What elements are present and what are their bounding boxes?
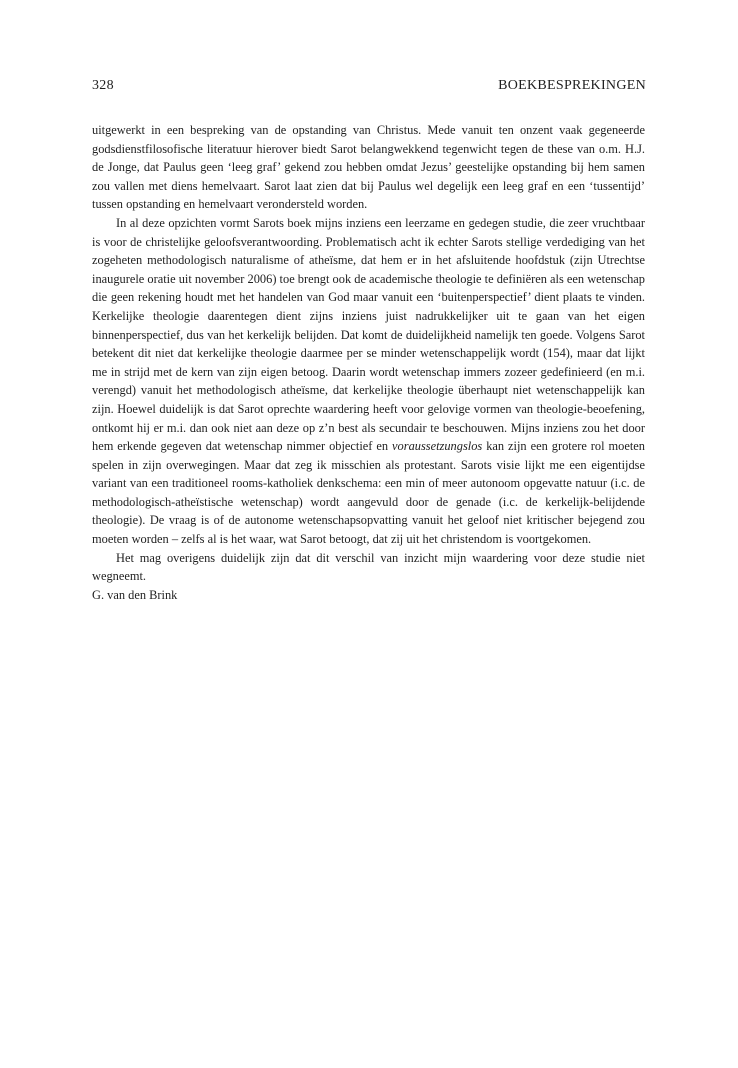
paragraph-1-text: uitgewerkt in een bespreking van de opstanding van Christus. Mede vanuit ten onzent vaak gegeneerde godsdienstfilosofische literatuur hierover biedt Sarot belangwekkend tegenwicht tegen de these van o.m. H.J. de Jonge, dat Paulus geen ‘leeg graf’ gekend zou hebben omdat Jezus’ geestelijke opstanding bij hem samen zou vallen met diens hemelvaart. Sarot laat zien dat bij Paulus wel degelijk een leeg graf en een ‘tussentijd’ tussen opstanding en hemelvaart verondersteld worden.	[92, 123, 645, 212]
section-title: BOEKBESPREKINGEN	[498, 78, 646, 93]
italic-term: voraussetzungslos	[392, 439, 483, 454]
paragraph-2	[92, 214, 645, 549]
article-body	[92, 121, 645, 604]
page-number: 328	[92, 78, 114, 93]
paragraph-2-text-b: kan zijn een grotere rol moeten spelen in zijn overwegingen. Maar dat zeg ik misschien als protestant. Sarots visie lijkt me een eigentijdse variant van een traditioneel rooms-katholiek denkschema: een min of meer autonoom opgevatte natuur (i.c. de methodologisch-atheïstische wetenschap) wordt aangevuld door de genade (i.c. de kerkelijk-belijdende theologie). De vraag is of de autonome wetenschapsopvatting vanuit het geloof niet kritischer bejegend zou moeten worden – zelfs al is het waar, wat Sarot betoogt, dat zij uit het christendom is voortgekomen.	[92, 439, 645, 547]
paragraph-3	[92, 549, 645, 586]
running-header	[92, 78, 646, 94]
paragraph-3-text: Het mag overigens duidelijk zijn dat dit verschil van inzicht mijn waardering voor deze studie niet wegneemt.	[92, 550, 645, 584]
paragraph-2-text-a: In al deze opzichten vormt Sarots boek mijns inziens een leerzame en gedegen studie, die zeer vruchtbaar is voor de christelijke geloofsverantwoording. Problematisch acht ik echter Sarots stellige verdediging van het zogeheten methodologisch naturalisme of atheïsme, dat hem er in het afsluitende hoofdstuk (zijn Utrechtse inaugurele oratie uit november 2006) toe brengt ook de academische theologie te definiëren als een wetenschap die geen rekening houdt met het handelen van God maar vanuit een ‘buitenperspectief’ dient plaats te vinden. Kerkelijke theologie daarentegen dient zijns inziens juist nadrukkelijker uit te gaan van het eigen binnenperspectief, dus van het kerkelijk belijden. Dat komt de duidelijkheid namelijk ten goede. Volgens Sarot betekent dit niet dat kerkelijke theologie daarmee per se minder wetenschappelijk wordt (154), maar dat lijkt me in strijd met de kern van zijn eigen betoog. Daarin wordt wetenschap immers zozeer gedefinieerd (en m.i. verengd) vanuit het methodologisch atheïsme, dat kerkelijke theologie überhaupt niet wetenschappelijk kan zijn. Hoewel duidelijk is dat Sarot oprechte waardering heeft voor gelovige vormen van theologie-beoefening, ontkomt hij er m.i. dan ook niet aan deze op z’n best als secundair te beschouwen. Mijns inziens zou het door hem erkende gegeven dat wetenschap nimmer objectief en	[92, 215, 645, 454]
paragraph-1	[92, 121, 645, 214]
author-signature: G. van den Brink	[92, 587, 178, 602]
